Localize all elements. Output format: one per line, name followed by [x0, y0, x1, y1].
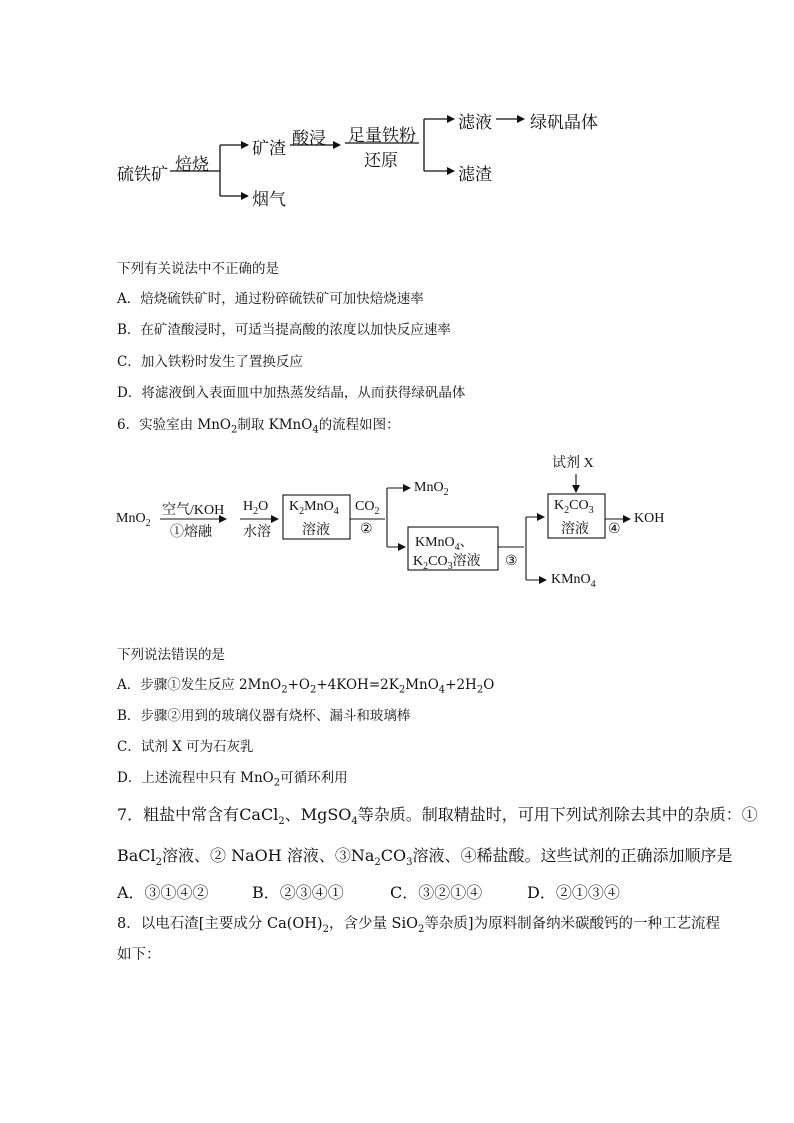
- q6-step4: ④: [608, 522, 621, 537]
- q7-option-b: B．②③④①: [252, 883, 344, 902]
- q5-option-b: B．在矿渣酸浸时，可适当提高酸的浓度以加快反应速率: [117, 322, 451, 338]
- q6-reagent-x: 试剂 X: [552, 456, 594, 471]
- flow1-product: 绿矾晶体: [530, 113, 598, 133]
- q6-box1-line1: $K_2MnO_4$: [289, 499, 339, 517]
- q6-cond2-bottom: 水溶: [243, 525, 271, 540]
- q6-out-mno2: MnO$_2$: [414, 480, 449, 498]
- q6-box2-line1: KMnO$_4$、: [415, 535, 474, 553]
- q6-cond1-top: 空气/KOH: [162, 503, 225, 518]
- q6-out-kmno4: KMnO$_4$: [551, 572, 596, 590]
- q6-box2-line2: $K_2CO_3$溶液: [413, 554, 481, 572]
- q5-option-c: C．加入铁粉时发生了置换反应: [117, 354, 303, 370]
- flow1-start: 硫铁矿: [117, 165, 168, 185]
- q6-koh: KOH: [634, 511, 665, 526]
- q6-box3-line1: $K_2CO_3$: [554, 498, 594, 516]
- q6-option-a: A．步骤①发生反应 $2MnO_2+O_2+4KOH=2K_2MnO_4+2H_2O$: [117, 677, 495, 696]
- q6-cond1-bottom: ①熔融: [170, 525, 212, 540]
- q6-option-d: D．上述流程中只有 MnO$_2$可循环利用: [117, 770, 348, 789]
- q6-step2: ②: [360, 522, 373, 537]
- q6-step3: ③: [505, 554, 518, 569]
- q5-stem: 下列有关说法中不正确的是: [117, 261, 279, 277]
- q7-option-d: D．②①③④: [527, 883, 620, 902]
- q6-mno2-start: MnO$_2$: [116, 511, 151, 529]
- q5-option-d: D．将滤液倒入表面皿中加热蒸发结晶，从而获得绿矾晶体: [117, 385, 466, 401]
- flow1-step-reduce: 还原: [364, 151, 398, 171]
- q7-stem-line1: 7．粗盐中常含有CaCl$_2$、MgSO$_4$等杂质。制取精盐时，可用下列试剂除去其中的杂质：①: [117, 805, 758, 828]
- q8-stem-line1: 8．以电石渣[主要成分 $Ca(OH)_2$，含少量 SiO$_2$等杂质]为原料制备纳米碳酸钙的一种工艺流程: [117, 916, 721, 935]
- q6-stem2: 下列说法错误的是: [117, 647, 225, 663]
- q7-option-c: C．③②①④: [390, 883, 483, 902]
- q6-box1-line2: 溶液: [302, 523, 330, 538]
- q6-box3-line2: 溶液: [561, 522, 589, 537]
- q5-option-a: A．焙烧硫铁矿时，通过粉碎硫铁矿可加快焙烧速率: [117, 291, 424, 307]
- flow1-filtrate: 滤液: [458, 113, 492, 133]
- q6-co2: $CO_2$: [355, 499, 380, 517]
- q7-stem-line2: BaCl$_2$溶液、② NaOH 溶液、$③Na_2CO_3$溶液、④稀盐酸。这些试剂的正确添加顺序是: [117, 846, 733, 869]
- flow1-step-roast: 焙烧: [175, 155, 209, 175]
- flow1-step-iron: 足量铁粉: [348, 126, 416, 146]
- flow1-step-acid: 酸浸: [292, 129, 326, 149]
- q6-cond2-top: $H_2O$: [243, 499, 269, 517]
- q8-stem-line2: 如下：: [117, 947, 161, 963]
- q6-option-b: B．步骤②用到的玻璃仪器有烧杯、漏斗和玻璃棒: [117, 708, 411, 724]
- flow1-slag: 矿渣: [252, 139, 286, 159]
- q6-option-c: C．试剂 X 可为石灰乳: [117, 739, 254, 755]
- flow1-residue: 滤渣: [458, 165, 492, 185]
- q7-option-a: A．③①④②: [117, 883, 209, 902]
- q6-stem: 6．实验室由 MnO$_2$制取 KMnO$_4$的流程如图：: [117, 417, 400, 436]
- flow1-fume: 烟气: [252, 190, 286, 210]
